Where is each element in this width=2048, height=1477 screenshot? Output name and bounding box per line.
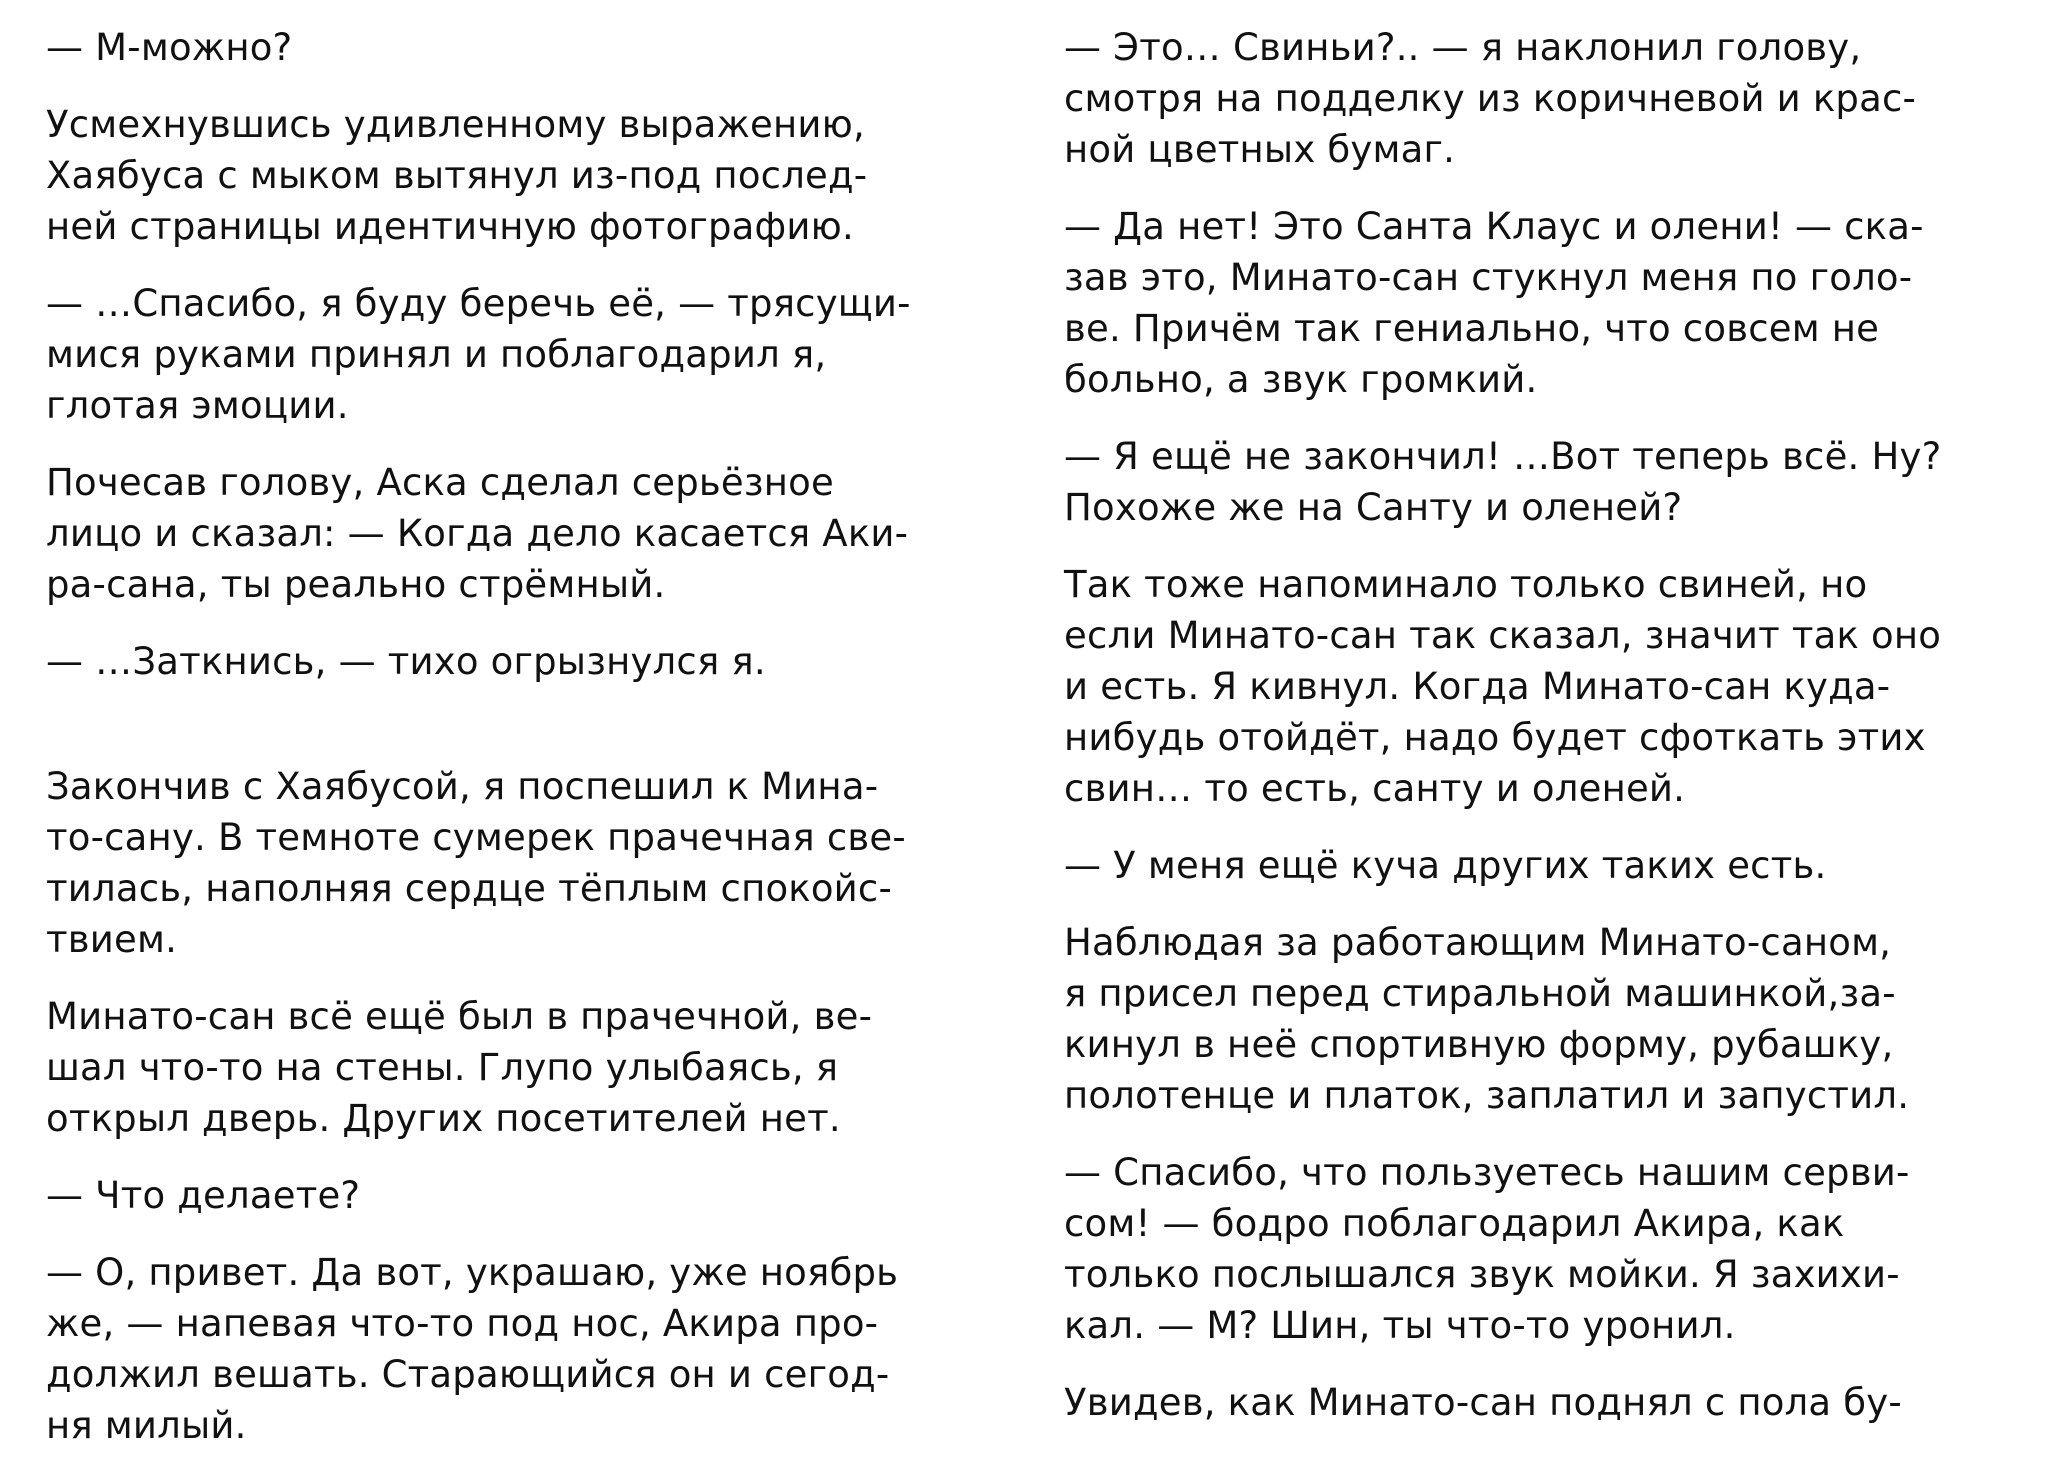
paragraph [46, 99, 1026, 252]
text-line: Увидев, как Минато-сан поднял с пола бу- [1064, 1381, 1902, 1424]
paragraph [46, 22, 1026, 73]
paragraph [46, 1170, 1026, 1221]
text-line: — Я ещё не закончил! …Вот теперь всё. Ну? [1064, 435, 1942, 478]
text-line: — У меня ещё куча других таких есть. [1064, 844, 1827, 887]
paragraph [46, 636, 1026, 687]
text-line: глотая эмоции. [46, 384, 349, 427]
text-line: — …Спасибо, я буду беречь её, — трясущи- [46, 282, 911, 325]
right-column [1064, 22, 2044, 1454]
text-line: ной цветных бумаг. [1064, 128, 1456, 171]
paragraph [46, 761, 1026, 965]
text-line: лицо и сказал: — Когда дело касается Аки- [46, 512, 909, 555]
text-line: Минато-сан всё ещё был в прачечной, ве- [46, 995, 873, 1038]
text-line: ней страницы идентичную фотографию. [46, 205, 854, 248]
paragraph [1064, 22, 2044, 175]
paragraph [1064, 840, 2044, 891]
text-line: ве. Причём так гениально, что совсем не [1064, 307, 1880, 350]
text-line: Хаябуса с мыком вытянул из-под послед- [46, 154, 868, 197]
text-line: — Да нет! Это Санта Клаус и олени! — ска- [1064, 205, 1924, 248]
text-line: мися руками принял и поблагодарил я, [46, 333, 827, 376]
text-line: шал что-то на стены. Глупо улыбаясь, я [46, 1046, 839, 1089]
text-line: зав это, Минато-сан стукнул меня по голо- [1064, 256, 1913, 299]
text-line: же, — напевая что-то под нос, Акира про- [46, 1302, 879, 1345]
text-line: кал. — М? Шин, ты что-то уронил. [1064, 1304, 1736, 1347]
text-line: Похоже же на Санту и оленей? [1064, 486, 1683, 529]
text-line: — Это… Свиньи?.. — я наклонил голову, [1064, 26, 1862, 69]
paragraph [1064, 1377, 2044, 1428]
text-line: — Спасибо, что пользуетесь нашим серви- [1064, 1151, 1910, 1194]
paragraph [46, 1247, 1026, 1451]
paragraph [46, 278, 1026, 431]
paragraph [1064, 559, 2044, 814]
text-line: — Что делаете? [46, 1174, 361, 1217]
text-line: Почесав голову, Аска сделал серьёзное [46, 461, 834, 504]
text-line: должил вешать. Старающийся он и сегод- [46, 1353, 890, 1396]
paragraph [1064, 201, 2044, 405]
text-line: и есть. Я кивнул. Когда Минато-сан куда- [1064, 665, 1891, 708]
left-column [46, 22, 1026, 1477]
text-line: Усмехнувшись удивленному выражению, [46, 103, 865, 146]
text-line: — О, привет. Да вот, украшаю, уже ноябрь [46, 1251, 899, 1294]
paragraph [1064, 1147, 2044, 1351]
text-line: свин… то есть, санту и оленей. [1064, 767, 1686, 810]
scene-break [46, 713, 1026, 761]
text-line: сом! — бодро поблагодарил Акира, как [1064, 1202, 1845, 1245]
text-line: Закончив с Хаябусой, я поспешил к Мина- [46, 765, 879, 808]
text-line: тилась, наполняя сердце тёплым спокойс- [46, 867, 893, 910]
text-line: я присел перед стиральной машинкой,за- [1064, 972, 1896, 1015]
text-line: нибудь отойдёт, надо будет сфоткать этих [1064, 716, 1926, 759]
text-line: кинул в неё спортивную форму, рубашку, [1064, 1023, 1894, 1066]
text-line: полотенце и платок, заплатил и запустил. [1064, 1074, 1910, 1117]
paragraph [1064, 431, 2044, 533]
paragraph [46, 457, 1026, 610]
text-line: только послышался звук мойки. Я захихи- [1064, 1253, 1900, 1296]
text-line: Так тоже напоминало только свиней, но [1064, 563, 1868, 606]
text-line: ня милый. [46, 1404, 247, 1447]
paragraph [1064, 917, 2044, 1121]
paragraph [46, 991, 1026, 1144]
text-line: больно, а звук громкий. [1064, 358, 1538, 401]
text-line: открыл дверь. Других посетителей нет. [46, 1097, 841, 1140]
text-line: твием. [46, 918, 178, 961]
text-line: то-сану. В темноте сумерек прачечная све- [46, 816, 906, 859]
text-line: — …Заткнись, — тихо огрызнулся я. [46, 640, 766, 683]
text-line: ра-сана, ты реально стрёмный. [46, 563, 666, 606]
text-line: — М-можно? [46, 26, 293, 69]
text-line: смотря на подделку из коричневой и крас- [1064, 77, 1917, 120]
text-line: если Минато-сан так сказал, значит так оно [1064, 614, 1942, 657]
text-line: Наблюдая за работающим Минато-саном, [1064, 921, 1892, 964]
